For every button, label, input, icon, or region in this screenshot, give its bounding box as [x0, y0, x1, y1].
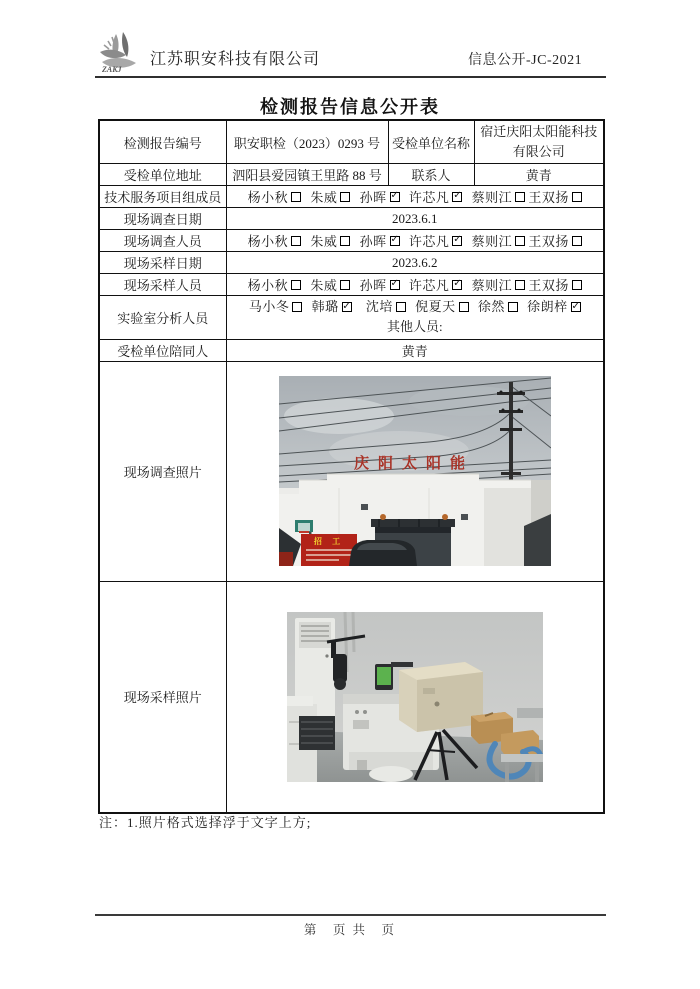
- member-checkbox: [390, 280, 400, 290]
- tech-team-members: [226, 186, 604, 208]
- member-checkbox: [292, 302, 302, 312]
- member-name: 蔡则江: [471, 278, 513, 294]
- member-checkbox: [340, 192, 350, 202]
- member-checkbox: [572, 192, 582, 202]
- member-name: 朱威: [310, 278, 338, 294]
- footer-rule: [95, 914, 606, 916]
- org-addr-label: 受检单位地址: [99, 164, 226, 186]
- table-row: [99, 164, 604, 186]
- member: [248, 275, 302, 294]
- member: [310, 275, 350, 294]
- member-name: 韩璐: [311, 299, 339, 315]
- survey-staff-label: 现场调查人员: [99, 230, 226, 252]
- member-checkbox: [390, 192, 400, 202]
- tech-team-label: 技术服务项目组成员: [99, 186, 226, 208]
- sampling-date-label: 现场采样日期: [99, 252, 226, 274]
- member-checkbox: [508, 302, 518, 312]
- org-name-label: 受检单位名称: [388, 120, 474, 164]
- document-code: 信息公开-JC-2021: [468, 53, 583, 68]
- logo-text: ZAKJ: [102, 65, 122, 74]
- page-number: 第 页 共 页: [303, 923, 397, 937]
- member-checkbox: [515, 236, 525, 246]
- page-title: 检测报告信息公开表: [260, 97, 440, 117]
- member-checkbox: [515, 192, 525, 202]
- member: [310, 187, 350, 206]
- report-no-value: 职安职检（2023）0293 号: [226, 120, 388, 164]
- member: [249, 297, 303, 317]
- member-checkbox: [459, 302, 469, 312]
- sampling-staff-members: [226, 274, 604, 296]
- member-name: 许芯凡: [408, 234, 450, 250]
- member-checkbox: [572, 280, 582, 290]
- member-checkbox: [452, 280, 462, 290]
- company-name: 江苏职安科技有限公司: [150, 51, 321, 68]
- lab-staff-label: 实验室分析人员: [99, 296, 226, 339]
- recruiting-sign: [301, 534, 357, 566]
- member-name: 蔡则江: [471, 234, 513, 250]
- sampling-date-value: 2023.6.2: [226, 252, 604, 274]
- survey-photo-cell: [226, 361, 604, 581]
- member: [360, 187, 400, 206]
- member-checkbox: [390, 236, 400, 246]
- member: [360, 275, 400, 294]
- footnote: 注：1.照片格式选择浮于文字上方;: [99, 815, 312, 830]
- member-name: 孙晖: [359, 278, 387, 294]
- company-logo: [96, 32, 148, 74]
- member-name: 孙晖: [359, 190, 387, 206]
- member-name: 许芯凡: [408, 278, 450, 294]
- report-no-label: 检测报告编号: [99, 120, 226, 164]
- member-checkbox: [452, 192, 462, 202]
- member-checkbox: [340, 236, 350, 246]
- header-rule: [95, 76, 606, 78]
- member-name: 王双扬: [528, 234, 569, 250]
- lab-members-line: [229, 297, 602, 317]
- member-name: 杨小秋: [247, 234, 289, 250]
- member-checkbox: [571, 302, 581, 312]
- member: [409, 187, 463, 206]
- member: [360, 231, 400, 250]
- contact-label: 联系人: [388, 164, 474, 186]
- table-row: [99, 186, 604, 208]
- org-name-value: 宿迁庆阳太阳能科技有限公司: [474, 120, 604, 164]
- table-row: [99, 120, 604, 164]
- member: [248, 231, 302, 250]
- member: [312, 297, 352, 317]
- member-name: 杨小秋: [247, 190, 289, 206]
- report-info-table: [98, 119, 605, 814]
- member-checkbox: [340, 280, 350, 290]
- contact-value: 黄青: [474, 164, 604, 186]
- sampling-photo-label: 现场采样照片: [99, 581, 226, 813]
- member: [527, 297, 581, 317]
- member: [528, 275, 582, 294]
- table-row: [99, 230, 604, 252]
- member: [472, 275, 526, 294]
- member: [528, 187, 582, 206]
- member-checkbox: [342, 302, 352, 312]
- sampling-staff-label: 现场采样人员: [99, 274, 226, 296]
- member-checkbox: [291, 280, 301, 290]
- member: [366, 297, 406, 317]
- member-name: 王双扬: [528, 278, 569, 294]
- escort-label: 受检单位陪同人: [99, 339, 226, 361]
- sampling-photo-cell: [226, 581, 604, 813]
- escort-value: 黄青: [226, 339, 604, 361]
- banner-text: 招 工: [313, 537, 344, 547]
- survey-date-label: 现场调查日期: [99, 208, 226, 230]
- member-name: 徐然: [477, 299, 505, 315]
- member-name: 朱威: [310, 234, 338, 250]
- member: [310, 231, 350, 250]
- lab-staff-members: [226, 296, 604, 339]
- org-addr-value: 泗阳县爱园镇王里路 88 号: [226, 164, 388, 186]
- member-checkbox: [452, 236, 462, 246]
- member-checkbox: [515, 280, 525, 290]
- member-checkbox: [291, 192, 301, 202]
- sampling-site-photo: [287, 612, 543, 782]
- table-row: [99, 581, 604, 813]
- member-name: 许芯凡: [408, 190, 450, 206]
- table-row: [99, 296, 604, 339]
- tray-stack: [299, 716, 335, 750]
- survey-staff-members: [226, 230, 604, 252]
- other-staff-label: 其他人员:: [386, 319, 443, 335]
- member-name: 倪夏天: [415, 299, 456, 315]
- parked-car: [349, 540, 417, 566]
- member-name: 杨小秋: [247, 278, 289, 294]
- member: [248, 187, 302, 206]
- building-sign-text: 庆阳太阳能: [353, 456, 474, 473]
- member: [472, 231, 526, 250]
- member: [415, 297, 469, 317]
- member-name: 王双扬: [528, 190, 569, 206]
- survey-date-value: 2023.6.1: [226, 208, 604, 230]
- member: [409, 275, 463, 294]
- member: [409, 231, 463, 250]
- truck-tail: [279, 552, 293, 566]
- member-checkbox: [396, 302, 406, 312]
- member-name: 沈培: [365, 299, 393, 315]
- member-name: 徐朗梓: [527, 299, 568, 315]
- floor-sheet: [369, 766, 413, 782]
- table-row: [99, 274, 604, 296]
- member-name: 孙晖: [359, 234, 387, 250]
- table-row: [99, 339, 604, 361]
- member: [472, 187, 526, 206]
- member-checkbox: [291, 236, 301, 246]
- survey-site-photo: [279, 376, 551, 566]
- table-row: [99, 252, 604, 274]
- member-name: 马小冬: [248, 299, 290, 315]
- member-name: 朱威: [310, 190, 338, 206]
- member: [528, 231, 582, 250]
- member-checkbox: [572, 236, 582, 246]
- survey-photo-label: 现场调查照片: [99, 361, 226, 581]
- table-row: [99, 208, 604, 230]
- sampler-box: [399, 662, 483, 732]
- table-row: [99, 361, 604, 581]
- member: [478, 297, 518, 317]
- member-name: 蔡则江: [471, 190, 513, 206]
